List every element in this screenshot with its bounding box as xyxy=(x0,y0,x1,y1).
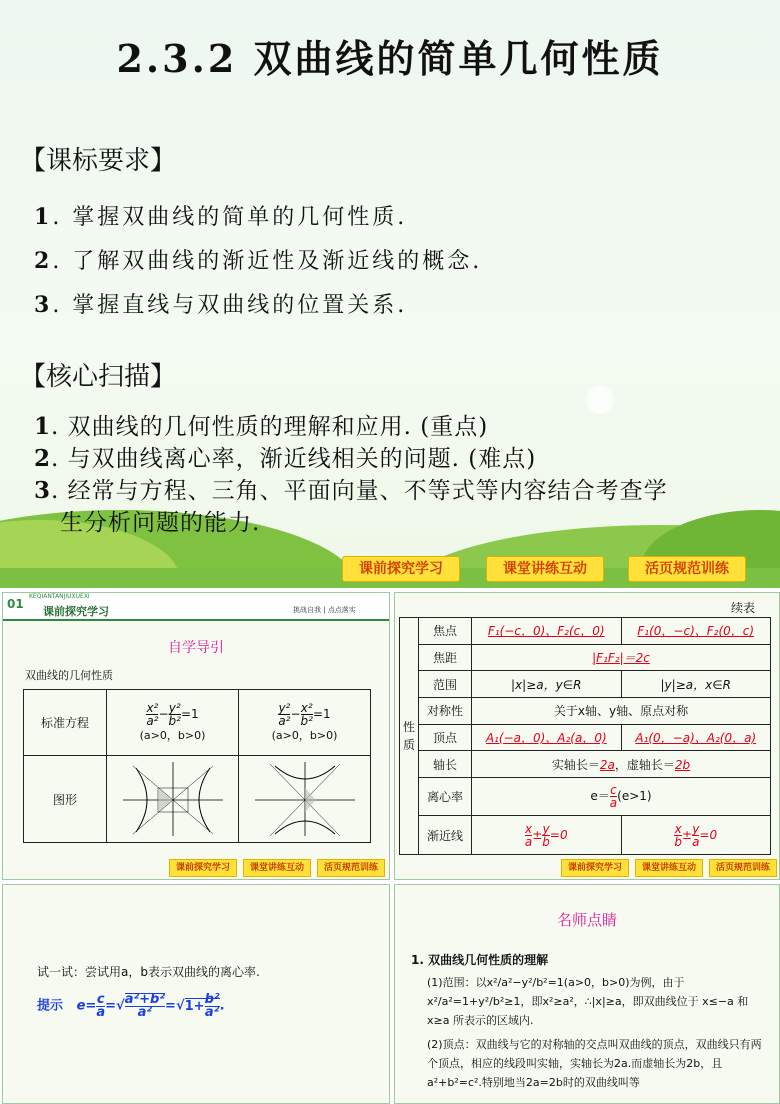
nav-button-pre-study[interactable]: 课前探究学习 xyxy=(342,556,460,582)
cell-value: A₁(0，−a)、A₂(0，a) xyxy=(621,724,771,751)
section-slogan: 挑战自我 | 点点落实 xyxy=(293,606,356,614)
property-table xyxy=(23,689,371,843)
cell-value: A₁(−a，0)、A₂(a，0) xyxy=(472,724,622,751)
core-item: 3. 经常与方程、三角、平面向量、不等式等内容结合考查学 xyxy=(34,477,668,504)
nav-button-practice[interactable]: 活页规范训练 xyxy=(317,859,385,877)
page-title: 2.3.2 双曲线的简单几何性质 xyxy=(116,36,664,81)
row-label: 范围 xyxy=(419,671,472,698)
hint-answer: 提示 e= $\frac{c}{a}$ =√ $\frac{\text{a²+b²}}{\text{a²}}$ =√1+ $\frac{\text{b²}}{\text{a²}}$ . xyxy=(37,991,225,1020)
section-title: 课前探究学习 xyxy=(43,605,109,618)
paragraph-vertex: (2)顶点：双曲线与它的对称轴的交点叫双曲线的顶点，双曲线只有两个顶点，相应的线段叫实轴，实轴长为2a.而虚轴长为2b，且a²+b²=c².特别地当2a=2b时的双曲线叫等 xyxy=(427,1038,762,1089)
cell-value: 实轴长＝2a，虚轴长＝2b xyxy=(472,751,771,778)
nav-button-pre-study[interactable]: 课前探究学习 xyxy=(169,859,237,877)
equation-vertical: $\frac{\text{y²}}{\text{a²}}$ − $\frac{\text{x²}}{\text{b²}}$ =1 (a>0，b>0) xyxy=(239,690,371,756)
row-label: 对称性 xyxy=(419,697,472,724)
row-label: 顶点 xyxy=(419,724,472,751)
nav-button-class-interaction[interactable]: 课堂讲练互动 xyxy=(486,556,604,582)
section-number: 01 xyxy=(7,597,24,611)
nav-button-practice[interactable]: 活页规范训练 xyxy=(709,859,777,877)
row-label: 标准方程 xyxy=(24,690,107,756)
cell-value: F₁(0，−c)、F₂(0，c) xyxy=(621,618,771,645)
cell-value: $\frac{x}{b}$ ± $\frac{y}{a}$ =0 xyxy=(621,816,771,855)
hyperbola-horizontal-graph xyxy=(118,758,228,838)
cell-value: $\frac{x}{a}$ ± $\frac{y}{b}$ =0 xyxy=(472,816,622,855)
question-text: 试一试：尝试用a，b表示双曲线的离心率. xyxy=(37,965,260,979)
slide-expert-notes xyxy=(394,884,780,1104)
cell-value: e＝ $\frac{c}{a}$ (e>1) xyxy=(472,777,771,816)
row-label: 离心率 xyxy=(419,777,472,816)
intro-text: 双曲线的几何性质 xyxy=(25,669,113,682)
nav-button-pre-study[interactable]: 课前探究学习 xyxy=(561,859,629,877)
row-label: 焦点 xyxy=(419,618,472,645)
row-label: 渐近线 xyxy=(419,816,472,855)
slide-pre-study xyxy=(2,592,390,880)
slide-subtitle: 自学导引 xyxy=(168,640,224,656)
cell-value: F₁(−c，0)、F₂(c，0) xyxy=(472,618,622,645)
slide-header xyxy=(3,593,389,621)
slide-try-it xyxy=(2,884,390,1104)
continued-table xyxy=(399,617,771,855)
cell-value: |y|≥a，x∈R xyxy=(621,671,771,698)
equation-condition: (a>0，b>0) xyxy=(271,729,338,742)
nav-button-class-interaction[interactable]: 课堂讲练互动 xyxy=(635,859,703,877)
section-pinyin: KEQIANTANJIUXUEXI xyxy=(29,593,90,600)
nav-button-class-interaction[interactable]: 课堂讲练互动 xyxy=(243,859,311,877)
core-item: 2. 与双曲线离心率，渐近线相关的问题. (难点) xyxy=(34,445,537,472)
paragraph-range: (1)范围：以x²/a²−y²/b²=1(a>0，b>0)为例，由于x²/a²=1+y²/b²≥1，即x²≥a²，∴|x|≥a，即双曲线位于 x≤−a 和 x≥a 所表示的区域内. xyxy=(427,976,749,1027)
slide-property-table-continued xyxy=(394,592,780,880)
cell-value: |x|≥a，y∈R xyxy=(472,671,622,698)
slide-title: 名师点睛 xyxy=(556,911,617,929)
requirement-item: 2. 了解双曲线的渐近性及渐近线的概念. xyxy=(34,248,483,274)
continued-label: 续表 xyxy=(731,601,756,615)
core-heading: 【核心扫描】 xyxy=(20,362,177,392)
nav-button-practice[interactable]: 活页规范训练 xyxy=(628,556,746,582)
section-heading: 1. 双曲线几何性质的理解 xyxy=(411,953,549,967)
equation-horizontal: $\frac{\text{x²}}{\text{a²}}$ − $\frac{\text{y²}}{\text{b²}}$ =1 (a>0，b>0) xyxy=(107,690,239,756)
row-label: 焦距 xyxy=(419,644,472,671)
core-item-continued: 生分析问题的能力. xyxy=(60,510,261,536)
hyperbola-vertical-graph xyxy=(250,758,360,838)
row-label: 轴长 xyxy=(419,751,472,778)
equation-condition: (a>0，b>0) xyxy=(139,729,206,742)
graph-vertical xyxy=(239,756,371,843)
requirement-item: 1. 掌握双曲线的简单的几何性质. xyxy=(34,204,408,230)
requirements-heading: 【课标要求】 xyxy=(20,146,177,176)
side-label: 性质 xyxy=(400,618,419,855)
requirement-item: 3. 掌握直线与双曲线的位置关系. xyxy=(34,292,408,318)
core-item: 1. 双曲线的几何性质的理解和应用. (重点) xyxy=(34,413,489,440)
row-label: 图形 xyxy=(24,756,107,843)
cell-value: |F₁F₂|＝2c xyxy=(472,644,771,671)
cell-value: 关于x轴、y轴、原点对称 xyxy=(472,697,771,724)
graph-horizontal xyxy=(107,756,239,843)
